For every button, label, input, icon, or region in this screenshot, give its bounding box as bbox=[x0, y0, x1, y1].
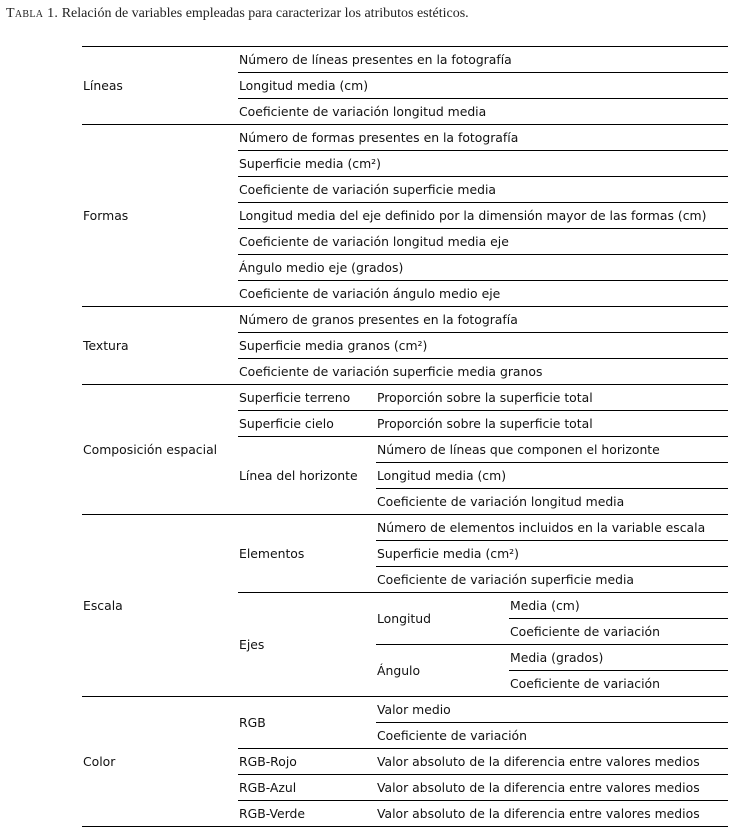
variable-cell: Coeficiente de variación longitud media eje bbox=[238, 229, 728, 255]
variable-cell: Media (cm) bbox=[509, 593, 728, 619]
variable-cell: Longitud media (cm) bbox=[376, 463, 728, 489]
subgroup-label: RGB-Azul bbox=[238, 775, 376, 801]
variable-cell: Coeficiente de variación superficie media bbox=[238, 177, 728, 203]
subgroup-label: Superficie cielo bbox=[238, 411, 376, 437]
variables-table bbox=[82, 46, 728, 827]
group-label: Líneas bbox=[82, 47, 238, 125]
variable-cell: Coeficiente de variación longitud media bbox=[238, 99, 728, 125]
table-row bbox=[82, 385, 728, 411]
subgroup-label: Ángulo bbox=[376, 645, 509, 697]
table-row bbox=[82, 47, 728, 73]
group-label: Composición espacial bbox=[82, 385, 238, 515]
variable-cell: Coeficiente de variación superficie media granos bbox=[238, 359, 728, 385]
variable-cell: Valor absoluto de la diferencia entre valores medios bbox=[376, 749, 728, 775]
subgroup-label: Longitud bbox=[376, 593, 509, 645]
group-label: Textura bbox=[82, 307, 238, 385]
caption-text: Relación de variables empleadas para caracterizar los atributos estéticos. bbox=[58, 6, 469, 21]
subgroup-label: Ejes bbox=[238, 593, 376, 697]
variable-cell: Número de formas presentes en la fotografía bbox=[238, 125, 728, 151]
variable-cell: Superficie media (cm²) bbox=[238, 151, 728, 177]
variable-cell: Media (grados) bbox=[509, 645, 728, 671]
variable-cell: Número de líneas que componen el horizonte bbox=[376, 437, 728, 463]
variable-cell: Superficie media (cm²) bbox=[376, 541, 728, 567]
group-label: Escala bbox=[82, 515, 238, 697]
variable-cell: Superficie media granos (cm²) bbox=[238, 333, 728, 359]
subgroup-label: Superficie terreno bbox=[238, 385, 376, 411]
variable-cell: Longitud media del eje definido por la dimensión mayor de las formas (cm) bbox=[238, 203, 728, 229]
table-caption bbox=[6, 6, 469, 22]
variable-cell: Ángulo medio eje (grados) bbox=[238, 255, 728, 281]
variable-cell: Número de líneas presentes en la fotografía bbox=[238, 47, 728, 73]
table-row bbox=[82, 515, 728, 541]
variable-cell: Coeficiente de variación bbox=[509, 671, 728, 697]
variable-cell: Valor absoluto de la diferencia entre valores medios bbox=[376, 775, 728, 801]
variable-cell: Coeficiente de variación superficie media bbox=[376, 567, 728, 593]
table-row bbox=[82, 697, 728, 723]
caption-label: Tabla 1. bbox=[6, 6, 59, 21]
variable-cell: Coeficiente de variación bbox=[376, 723, 728, 749]
variable-cell: Proporción sobre la superficie total bbox=[376, 385, 728, 411]
subgroup-label: RGB bbox=[238, 697, 376, 749]
table-row bbox=[82, 125, 728, 151]
variable-cell: Longitud media (cm) bbox=[238, 73, 728, 99]
variable-cell: Proporción sobre la superficie total bbox=[376, 411, 728, 437]
subgroup-label: RGB-Verde bbox=[238, 801, 376, 827]
variable-cell: Número de granos presentes en la fotografía bbox=[238, 307, 728, 333]
subgroup-label: RGB-Rojo bbox=[238, 749, 376, 775]
variable-cell: Coeficiente de variación longitud media bbox=[376, 489, 728, 515]
subgroup-label: Línea del horizonte bbox=[238, 437, 376, 515]
variable-cell: Coeficiente de variación bbox=[509, 619, 728, 645]
group-label: Color bbox=[82, 697, 238, 827]
variable-cell: Coeficiente de variación ángulo medio eje bbox=[238, 281, 728, 307]
variable-cell: Valor absoluto de la diferencia entre valores medios bbox=[376, 801, 728, 827]
table-row bbox=[82, 307, 728, 333]
variable-cell: Valor medio bbox=[376, 697, 728, 723]
variable-cell: Número de elementos incluidos en la variable escala bbox=[376, 515, 728, 541]
group-label: Formas bbox=[82, 125, 238, 307]
subgroup-label: Elementos bbox=[238, 515, 376, 593]
